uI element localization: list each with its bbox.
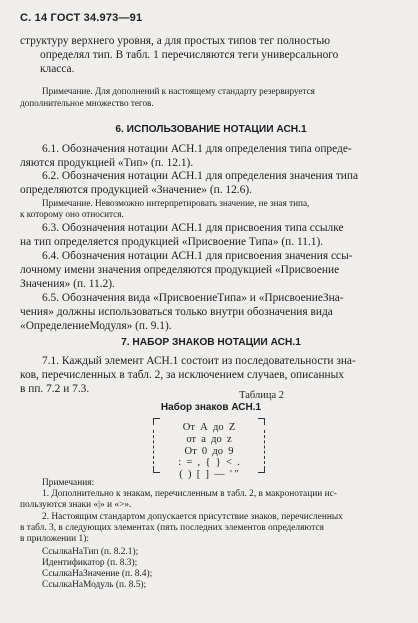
para-7-1-line-2: ков, перечисленных в табл. 2, за исключением случаев, описанных <box>20 369 344 381</box>
para-6-2-line-2: определяются продукцией «Значение» (п. 12.6). <box>20 184 252 196</box>
notes-list-item: Идентификатор (п. 8.3); <box>42 558 138 568</box>
intro-line-1: структуру верхнего уровня, а для простых типов тег полностью <box>20 35 330 47</box>
para-6-3-line-1: 6.3. Обозначения нотации АСН.1 для присвоения типа ссылке <box>42 222 344 234</box>
notes-list-item: СсылкаНаМодуль (п. 8.5); <box>42 580 147 590</box>
table-row: От 0 до 9 <box>184 445 234 457</box>
intro-line-3: класса. <box>40 63 75 75</box>
para-6-1-line-2: ляются продукцией «Тип» (п. 12.1). <box>20 157 194 169</box>
para-6-4-line-3: Значения» (п. 11.2). <box>20 278 115 290</box>
table-rows <box>153 422 265 481</box>
notes-list-item: СсылкаНаТип (п. 8.2.1); <box>42 547 139 557</box>
notes-2-line-3: в приложении 1): <box>20 534 89 544</box>
para-6-4-line-1: 6.4. Обозначения нотации АСН.1 для присвоения значения ссы- <box>42 250 353 262</box>
para-7-1-line-1: 7.1. Каждый элемент АСН.1 состоит из последовательности зна- <box>42 355 356 367</box>
notes-2-line-2: в табл. 3, в следующих элементах (пять последних элементов определяются <box>20 523 324 533</box>
para-6-4-line-2: лочному имени значения определяются продукцией «Присвоение <box>20 264 340 276</box>
note-1-line-2: дополнительное множество тегов. <box>20 98 154 108</box>
para-6-5-line-2: чения» должны использоваться только внутри обозначения вида <box>20 306 333 318</box>
table-row: ( ) [ ] — ' " <box>179 469 239 481</box>
notes-1-line-2: пользуются знаки «|» и «>». <box>20 500 132 510</box>
table-row: От А до Z <box>182 422 236 433</box>
section-7-heading: 7. НАБОР ЗНАКОВ НОТАЦИИ АСН.1 <box>121 337 301 348</box>
table-row: : = , { } < . <box>178 457 240 469</box>
table-2 <box>153 418 265 481</box>
note-6-2-line-2: к которому оно относится. <box>20 209 124 219</box>
page-header: С. 14 ГОСТ 34.973—91 <box>20 12 143 24</box>
para-6-5-line-1: 6.5. Обозначения вида «ПрисвоениеТипа» и «ПрисвоениеЗна- <box>42 292 344 304</box>
para-7-1-line-3: в пп. 7.2 и 7.3. <box>20 383 90 395</box>
notes-2-line-1: 2. Настоящим стандартом допускается присутствие знаков, перечисленных <box>42 512 343 522</box>
note-6-2-line-1: Примечание. Невозможно интерпретировать значение, не зная типа, <box>42 198 310 208</box>
table-2-caption: Таблица 2 <box>239 390 284 401</box>
para-6-3-line-2: на тип определяется продукцией «Присвоение Типа» (п. 11.1). <box>20 236 324 248</box>
para-6-5-line-3: «ОпределениеМодуля» (п. 9.1). <box>20 320 172 332</box>
table-2-title: Набор знаков АСН.1 <box>160 402 262 413</box>
notes-list-item: СсылкаНаЗначение (п. 8.4); <box>42 569 153 579</box>
para-6-1-line-1: 6.1. Обозначения нотации АСН.1 для определения типа опреде- <box>42 143 352 155</box>
table-row: от а до z <box>186 433 232 445</box>
notes-1-line-1: 1. Дополнительно к знакам, перечисленным в табл. 2, в макронотации ис- <box>42 489 337 499</box>
note-1-line-1: Примечание. Для дополнений к настоящему стандарту резервируется <box>42 86 315 96</box>
notes-title: Примечания: <box>42 478 95 488</box>
intro-line-2: определял тип. В табл. 1 перечисляются теги универсального <box>40 49 339 61</box>
section-6-heading: 6. ИСПОЛЬЗОВАНИЕ НОТАЦИИ АСН.1 <box>115 124 307 135</box>
para-6-2-line-1: 6.2. Обозначения нотации АСН.1 для определения значения типа <box>42 170 359 182</box>
